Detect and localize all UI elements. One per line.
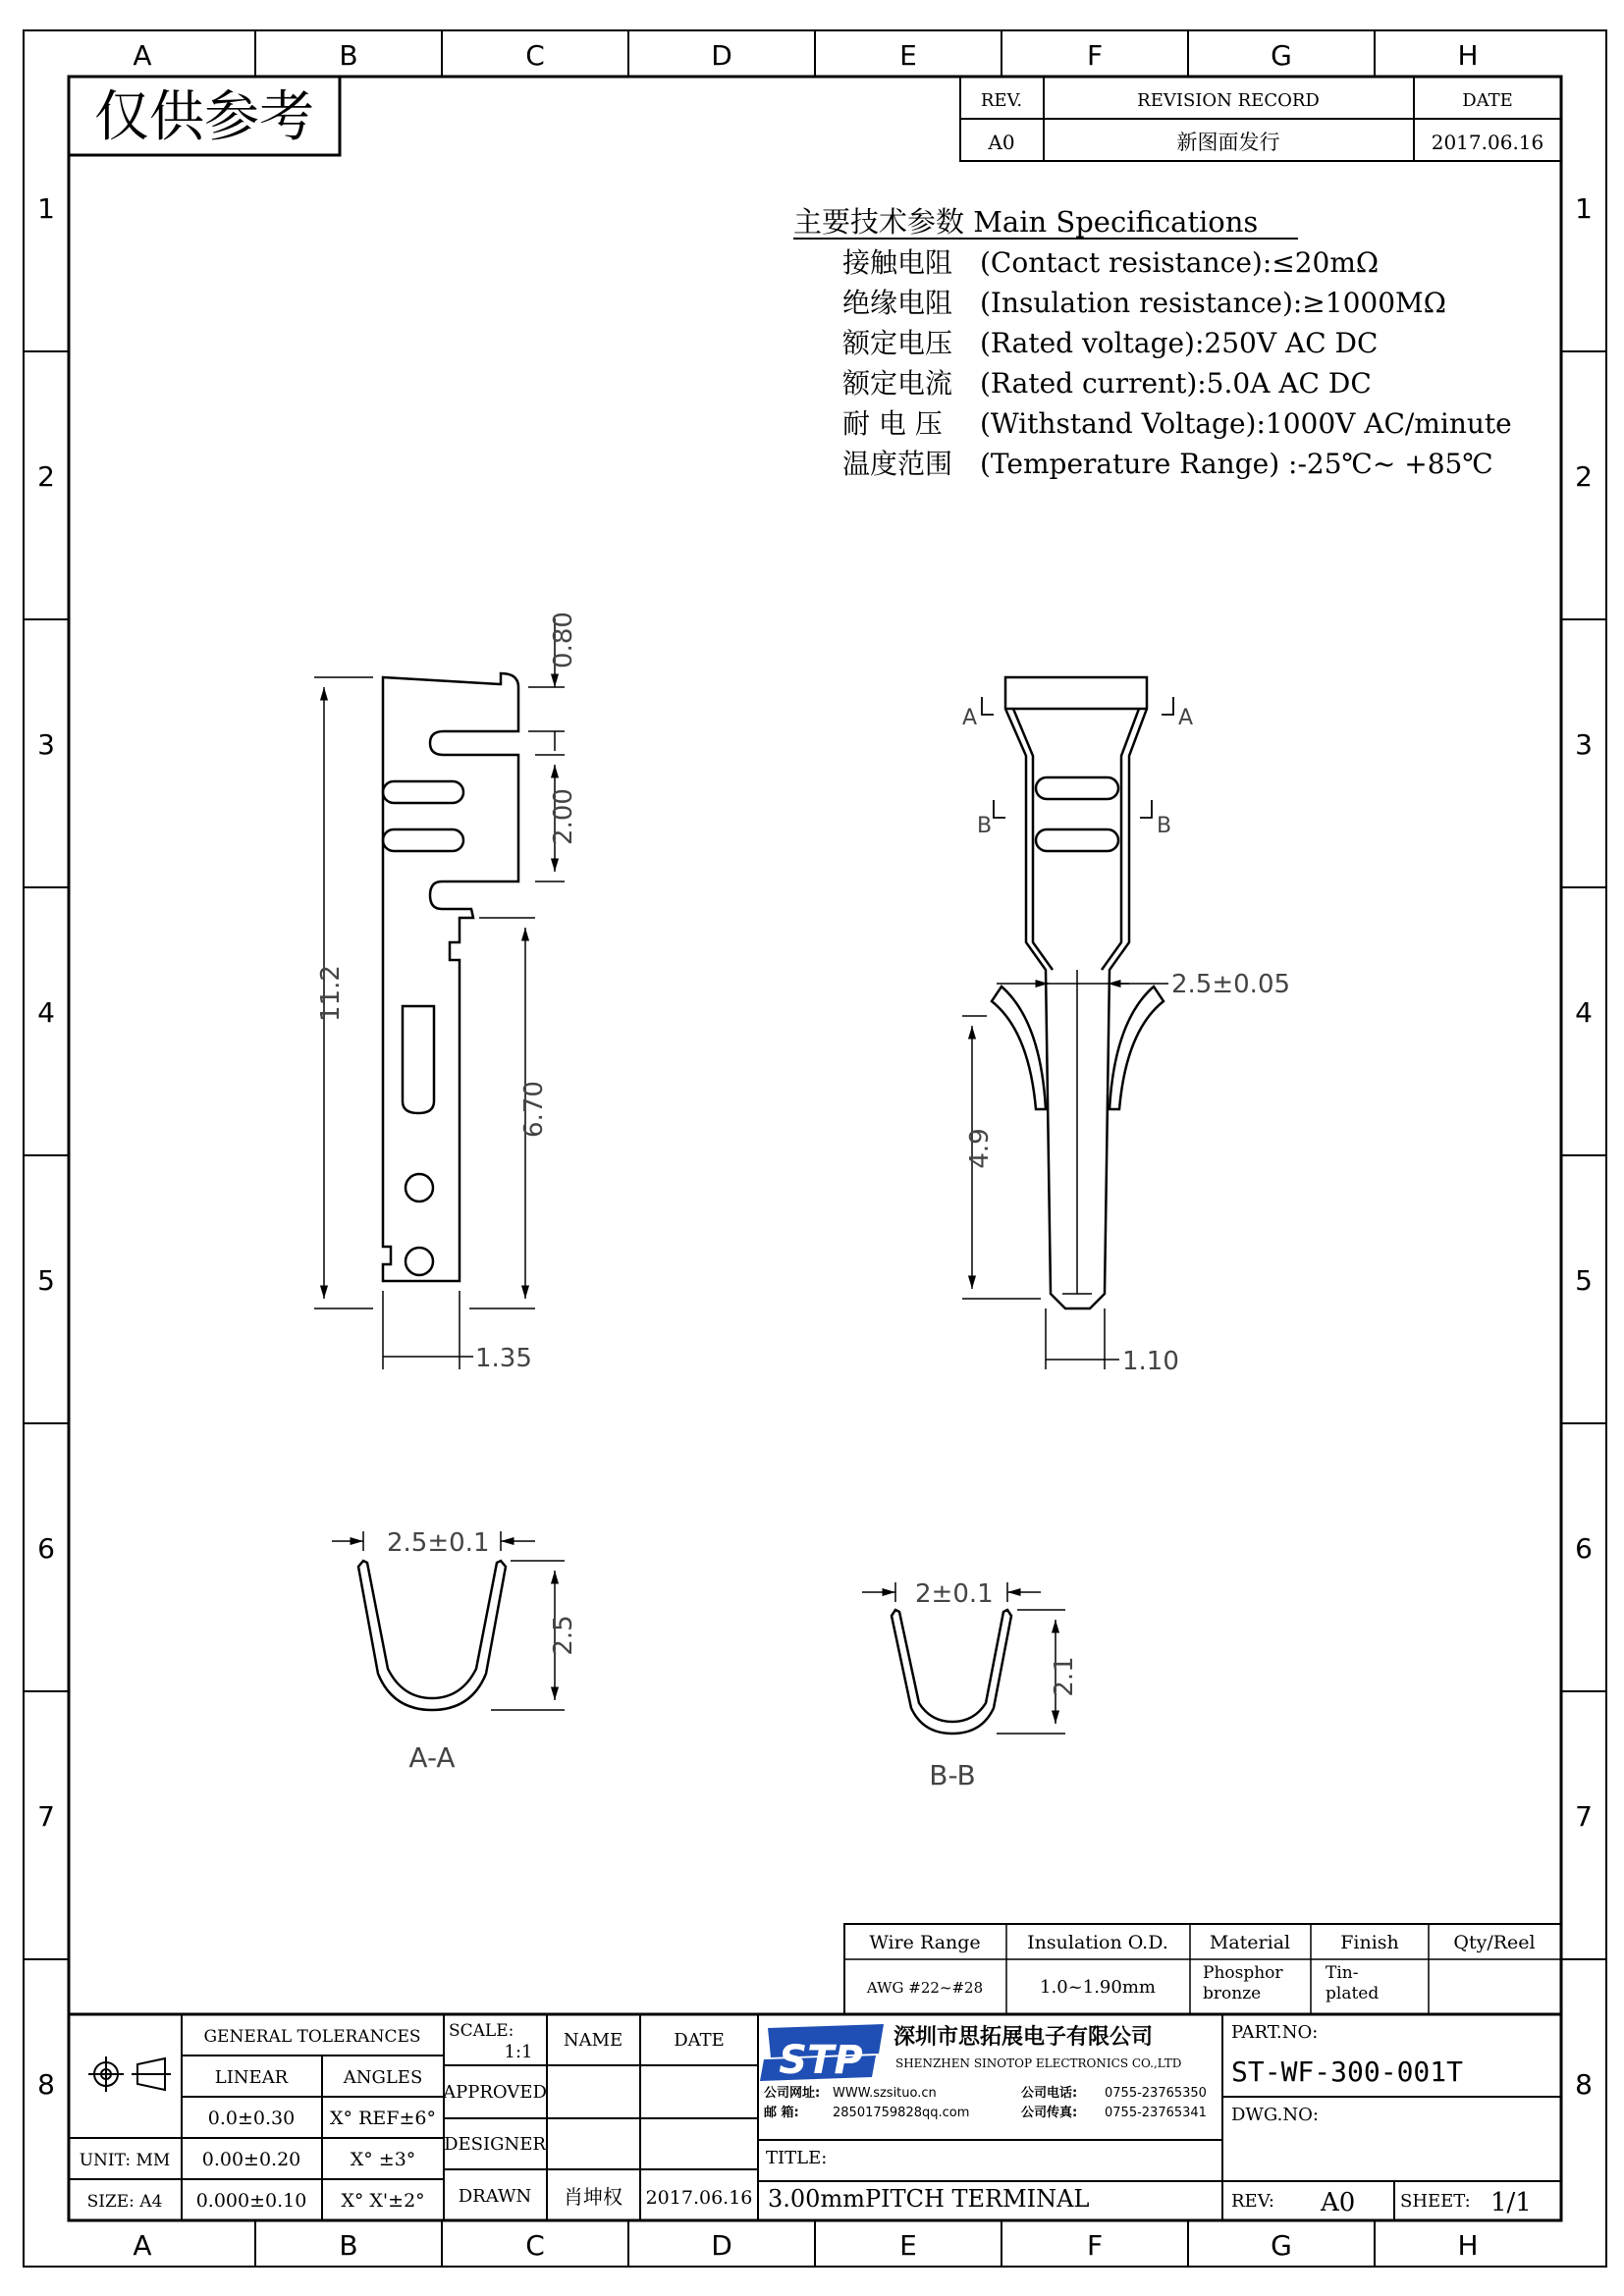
dim-contact-length: 6.70 bbox=[519, 1081, 549, 1138]
dim-tip-height: 0.80 bbox=[549, 612, 578, 668]
material-header: Material bbox=[1209, 1932, 1291, 1953]
section-a-a-profile bbox=[358, 1561, 506, 1710]
email-label: 邮 箱: bbox=[764, 2106, 799, 2120]
terminal-side-view bbox=[383, 673, 518, 1281]
date-label: DATE bbox=[674, 2030, 725, 2051]
section-a-a-dimensions bbox=[332, 1531, 565, 1710]
section-a-right: A bbox=[1178, 706, 1194, 730]
linear-tol: 0.0±0.30 bbox=[207, 2108, 296, 2129]
spec-en: (Rated current):5.0A AC DC bbox=[980, 367, 1372, 400]
phone-label: 公司电话: bbox=[1021, 2086, 1078, 2101]
main-specifications bbox=[793, 205, 1512, 480]
spec-en: (Temperature Range) :-25℃~ +85℃ bbox=[980, 448, 1493, 480]
finish-header: Finish bbox=[1340, 1932, 1399, 1953]
section-b-left: B bbox=[977, 814, 993, 838]
col-label: B bbox=[339, 39, 358, 72]
website-label: 公司网址: bbox=[764, 2086, 821, 2101]
company-name-cn: 深圳市思拓展电子有限公司 bbox=[893, 2025, 1154, 2050]
row-label: 2 bbox=[1575, 460, 1593, 493]
column-labels-top bbox=[133, 39, 1478, 72]
spec-zh: 额定电流 bbox=[842, 367, 953, 400]
insulation-od-header: Insulation O.D. bbox=[1027, 1932, 1168, 1953]
fax-label: 公司传真: bbox=[1021, 2106, 1078, 2120]
section-a-left: A bbox=[962, 706, 978, 730]
approved-label: APPROVED bbox=[443, 2082, 547, 2103]
sheet-label: SHEET: bbox=[1400, 2191, 1471, 2212]
section-aa-label: A-A bbox=[408, 1741, 456, 1774]
rev-value: A0 bbox=[988, 131, 1015, 154]
row-label: 3 bbox=[1575, 728, 1593, 761]
projection-symbol-icon bbox=[88, 2056, 171, 2092]
scale-label: SCALE: bbox=[449, 2021, 514, 2041]
drawn-name: 肖坤权 bbox=[564, 2185, 623, 2209]
row-label: 8 bbox=[1575, 2068, 1593, 2101]
size-label: SIZE: A4 bbox=[86, 2192, 163, 2212]
col-label: G bbox=[1271, 39, 1292, 72]
col-label: D bbox=[711, 2229, 732, 2262]
dim-thickness: 1.35 bbox=[475, 1344, 532, 1373]
rev-header: REV. bbox=[980, 90, 1023, 111]
dim-bb-height: 2.1 bbox=[1050, 1656, 1079, 1697]
col-label: G bbox=[1271, 2229, 1292, 2262]
section-b-b-profile bbox=[892, 1610, 1011, 1734]
col-label: C bbox=[525, 2229, 545, 2262]
col-label: B bbox=[339, 2229, 358, 2262]
col-label: F bbox=[1086, 39, 1104, 72]
dim-overall-length: 11.2 bbox=[316, 965, 346, 1022]
col-label: H bbox=[1457, 39, 1479, 72]
row-label: 2 bbox=[37, 460, 55, 493]
row-label: 1 bbox=[1575, 192, 1593, 225]
row-label: 1 bbox=[37, 192, 55, 225]
col-label: E bbox=[899, 39, 917, 72]
wire-spec-table bbox=[844, 1924, 1561, 2014]
designer-label: DESIGNER bbox=[444, 2134, 546, 2155]
row-label: 8 bbox=[37, 2068, 55, 2101]
dim-crimp-section: 2.00 bbox=[549, 788, 578, 845]
wire-range-header: Wire Range bbox=[869, 1932, 981, 1953]
spec-zh: 绝缘电阻 bbox=[842, 287, 953, 319]
spec-en: (Rated voltage):250V AC DC bbox=[980, 327, 1379, 359]
drawn-date: 2017.06.16 bbox=[645, 2187, 753, 2209]
general-tolerances-label: GENERAL TOLERANCES bbox=[203, 2027, 421, 2047]
rev-value-tb: A0 bbox=[1321, 2188, 1356, 2217]
part-no-label: PART.NO: bbox=[1231, 2022, 1319, 2043]
revision-date-value: 2017.06.16 bbox=[1431, 131, 1544, 154]
angle-tol: X° REF±6° bbox=[330, 2108, 436, 2129]
company-logo bbox=[760, 2024, 884, 2083]
dim-spring-length: 4.9 bbox=[965, 1128, 995, 1169]
angle-tol: X° ±3° bbox=[350, 2149, 416, 2170]
spec-en: (Withstand Voltage):1000V AC/minute bbox=[980, 407, 1512, 440]
spec-en: (Contact resistance):≤20mΩ bbox=[980, 246, 1380, 279]
date-header: DATE bbox=[1462, 90, 1513, 111]
row-label: 4 bbox=[37, 996, 55, 1029]
section-b-right: B bbox=[1157, 814, 1172, 838]
company-name-en: SHENZHEN SINOTOP ELECTRONICS CO.,LTD bbox=[895, 2056, 1182, 2070]
row-label: 3 bbox=[37, 728, 55, 761]
unit-label: UNIT: MM bbox=[79, 2151, 171, 2170]
part-no: ST-WF-300-001T bbox=[1231, 2056, 1464, 2088]
reference-only-stamp: 仅供参考 bbox=[94, 85, 314, 149]
dim-bb-width: 2±0.1 bbox=[915, 1579, 994, 1609]
spec-en: (Insulation resistance):≥1000MΩ bbox=[980, 287, 1446, 319]
spec-zh: 温度范围 bbox=[842, 448, 953, 480]
column-dividers bbox=[255, 30, 1375, 2267]
rev-label: REV: bbox=[1231, 2191, 1274, 2212]
logo-text: STP bbox=[779, 2038, 863, 2083]
terminal-front-view bbox=[992, 677, 1164, 1308]
section-bb-label: B-B bbox=[929, 1759, 976, 1791]
spec-zh: 额定电压 bbox=[842, 327, 953, 359]
fax: 0755-23765341 bbox=[1105, 2106, 1207, 2120]
qty-reel-header: Qty/Reel bbox=[1453, 1932, 1536, 1953]
revision-record-value: 新图面发行 bbox=[1176, 131, 1280, 154]
linear-tol: 0.00±0.20 bbox=[201, 2149, 301, 2170]
col-label: E bbox=[899, 2229, 917, 2262]
revision-record-header: REVISION RECORD bbox=[1137, 90, 1320, 111]
revision-table bbox=[960, 77, 1561, 161]
dim-aa-width: 2.5±0.1 bbox=[387, 1528, 490, 1558]
linear-label: LINEAR bbox=[214, 2067, 289, 2088]
spec-zh: 耐 电 压 bbox=[842, 407, 943, 440]
angles-label: ANGLES bbox=[343, 2067, 423, 2088]
email: 28501759828qq.com bbox=[833, 2106, 970, 2120]
linear-tol: 0.000±0.10 bbox=[195, 2190, 307, 2212]
specs-title: 主要技术参数 Main Specifications bbox=[793, 205, 1259, 239]
angle-tol: X° X'±2° bbox=[341, 2190, 425, 2212]
dim-front-width: 2.5±0.05 bbox=[1171, 970, 1291, 999]
row-label: 7 bbox=[37, 1800, 55, 1833]
phone: 0755-23765350 bbox=[1105, 2086, 1207, 2101]
row-label: 5 bbox=[1575, 1264, 1593, 1297]
dwg-no-label: DWG.NO: bbox=[1231, 2105, 1319, 2125]
wire-range-value: AWG #22~#28 bbox=[866, 1979, 984, 1997]
front-view-dimensions bbox=[962, 984, 1168, 1369]
col-label: D bbox=[711, 39, 732, 72]
drawing-title: 3.00mmPITCH TERMINAL bbox=[768, 2185, 1090, 2213]
sheet-value: 1/1 bbox=[1490, 2188, 1532, 2217]
row-label: 6 bbox=[1575, 1532, 1593, 1565]
row-dividers bbox=[24, 351, 1606, 1959]
row-labels-left bbox=[37, 192, 55, 2101]
col-label: F bbox=[1086, 2229, 1104, 2262]
row-label: 7 bbox=[1575, 1800, 1593, 1833]
title-label: TITLE: bbox=[766, 2148, 828, 2168]
website: WWW.szsituo.cn bbox=[833, 2086, 937, 2101]
row-label: 4 bbox=[1575, 996, 1593, 1029]
name-label: NAME bbox=[563, 2030, 623, 2051]
drawn-label: DRAWN bbox=[458, 2186, 532, 2207]
spec-zh: 接触电阻 bbox=[842, 246, 953, 279]
row-label: 5 bbox=[37, 1264, 55, 1297]
finish-value: Tin-plated bbox=[1326, 1963, 1380, 2003]
col-label: C bbox=[525, 39, 545, 72]
column-labels-bottom bbox=[133, 2229, 1478, 2262]
row-labels-right bbox=[1575, 192, 1593, 2101]
dim-pin-width: 1.10 bbox=[1122, 1347, 1179, 1376]
insulation-od-value: 1.0~1.90mm bbox=[1040, 1977, 1156, 1998]
scale-value: 1:1 bbox=[504, 2042, 533, 2062]
dim-aa-height: 2.5 bbox=[549, 1615, 578, 1656]
col-label: A bbox=[133, 2229, 152, 2262]
row-label: 6 bbox=[37, 1532, 55, 1565]
col-label: A bbox=[133, 39, 152, 72]
material-value: Phosphor bronze bbox=[1203, 1963, 1283, 2003]
col-label: H bbox=[1457, 2229, 1479, 2262]
title-block bbox=[69, 2014, 1561, 2220]
